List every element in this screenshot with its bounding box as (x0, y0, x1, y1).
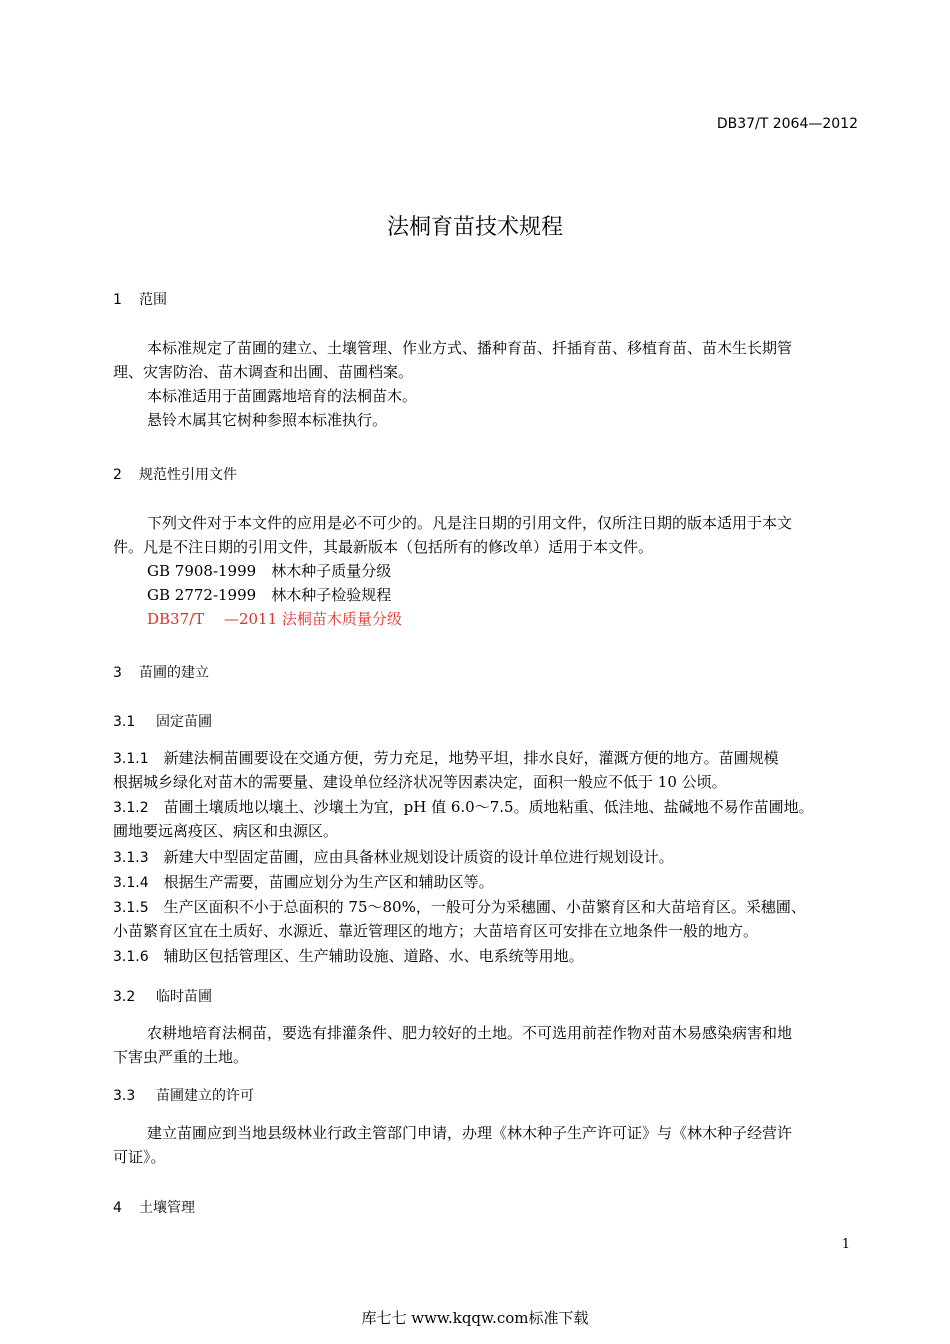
subsection-3-2-heading (113, 986, 212, 1006)
paragraph-line: 小苗繁育区宜在土质好、水源近、靠近管理区的地方；大苗培育区可安排在立地条件一般的地方。 (113, 922, 759, 940)
reference-item: DB37/T —2011 法桐苗木质量分级 (147, 610, 402, 628)
document-title: 法桐育苗技术规程 (386, 215, 563, 240)
clause-3-1-2: 3.1.2 苗圃土壤质地以壤土、沙壤土为宜，pH 值 6.0～7.5。质地粘重、低洼地、盐碱地不易作苗圃地。 (113, 798, 814, 816)
subsection-3-3-heading (113, 1085, 254, 1105)
section-1-heading (113, 289, 167, 309)
section-number: 1 (113, 292, 122, 308)
clause-3-1-1: 3.1.1 新建法桐苗圃要设在交通方便，劳力充足，地势平坦，排水良好，灌溉方便的地方。苗圃规模 (113, 749, 779, 767)
section-number: 3 (113, 665, 122, 681)
reference-item: GB 7908-1999 林木种子质量分级 (147, 562, 392, 580)
paragraph-line: 根据城乡绿化对苗木的需要量、建设单位经济状况等因素决定，面积一般应不低于 10 公顷。 (113, 773, 727, 791)
paragraph-line: 圃地要远离疫区、病区和虫源区。 (113, 822, 339, 840)
section-2-heading (113, 464, 237, 484)
clause-3-1-5: 3.1.5 生产区面积不小于总面积的 75～80%，一般可分为采穗圃、小苗繁育区和大苗培育区。采穗圃、 (113, 898, 806, 916)
paragraph-line: 理、灾害防治、苗木调查和出圃、苗圃档案。 (113, 363, 414, 381)
clause-3-1-6: 3.1.6 辅助区包括管理区、生产辅助设施、道路、水、电系统等用地。 (113, 947, 584, 965)
clause-3-1-3: 3.1.3 新建大中型固定苗圃，应由具备林业规划设计质资的设计单位进行规划设计。 (113, 848, 674, 866)
section-3-heading (113, 662, 209, 682)
document-code: DB37/T 2064—2012 (716, 116, 858, 132)
paragraph-line: 本标准适用于苗圃露地培育的法桐苗木。 (147, 387, 418, 405)
paragraph-line: 下害虫严重的土地。 (113, 1048, 249, 1066)
section-4-heading (113, 1197, 195, 1217)
page-number: 1 (841, 1237, 850, 1252)
subsection-3-1-heading (113, 711, 212, 731)
section-title: 苗圃的建立 (139, 665, 209, 681)
paragraph-line: 可证》。 (113, 1148, 166, 1166)
subsection-title: 临时苗圃 (156, 989, 212, 1005)
paragraph-line: 下列文件对于本文件的应用是必不可少的。凡是注日期的引用文件，仅所注日期的版本适用于本文 (147, 514, 793, 532)
paragraph-line: 件。凡是不注日期的引用文件，其最新版本（包括所有的修改单）适用于本文件。 (113, 538, 654, 556)
subsection-title: 苗圃建立的许可 (156, 1088, 254, 1104)
paragraph-line: 建立苗圃应到当地县级林业行政主管部门申请，办理《林木种子生产许可证》与《林木种子经营许 (147, 1124, 793, 1142)
reference-item: GB 2772-1999 林木种子检验规程 (147, 586, 392, 604)
paragraph-line: 农耕地培育法桐苗，要选有排灌条件、肥力较好的土地。不可选用前茬作物对苗木易感染病害和地 (147, 1024, 793, 1042)
paragraph-line: 本标准规定了苗圃的建立、土壤管理、作业方式、播种育苗、扦插育苗、移植育苗、苗木生长期管 (147, 339, 793, 357)
section-title: 土壤管理 (139, 1200, 195, 1216)
section-title: 规范性引用文件 (139, 467, 237, 483)
subsection-number: 3.1 (113, 714, 136, 730)
section-number: 2 (113, 467, 122, 483)
section-number: 4 (113, 1200, 122, 1216)
footer-watermark: 库七七 www.kqqw.com标准下载 (361, 1309, 589, 1327)
subsection-title: 固定苗圃 (156, 714, 212, 730)
subsection-number: 3.2 (113, 989, 136, 1005)
section-title: 范围 (139, 292, 167, 308)
subsection-number: 3.3 (113, 1088, 136, 1104)
clause-3-1-4: 3.1.4 根据生产需要，苗圃应划分为生产区和辅助区等。 (113, 873, 494, 891)
paragraph-line: 悬铃木属其它树种参照本标准执行。 (147, 411, 388, 429)
